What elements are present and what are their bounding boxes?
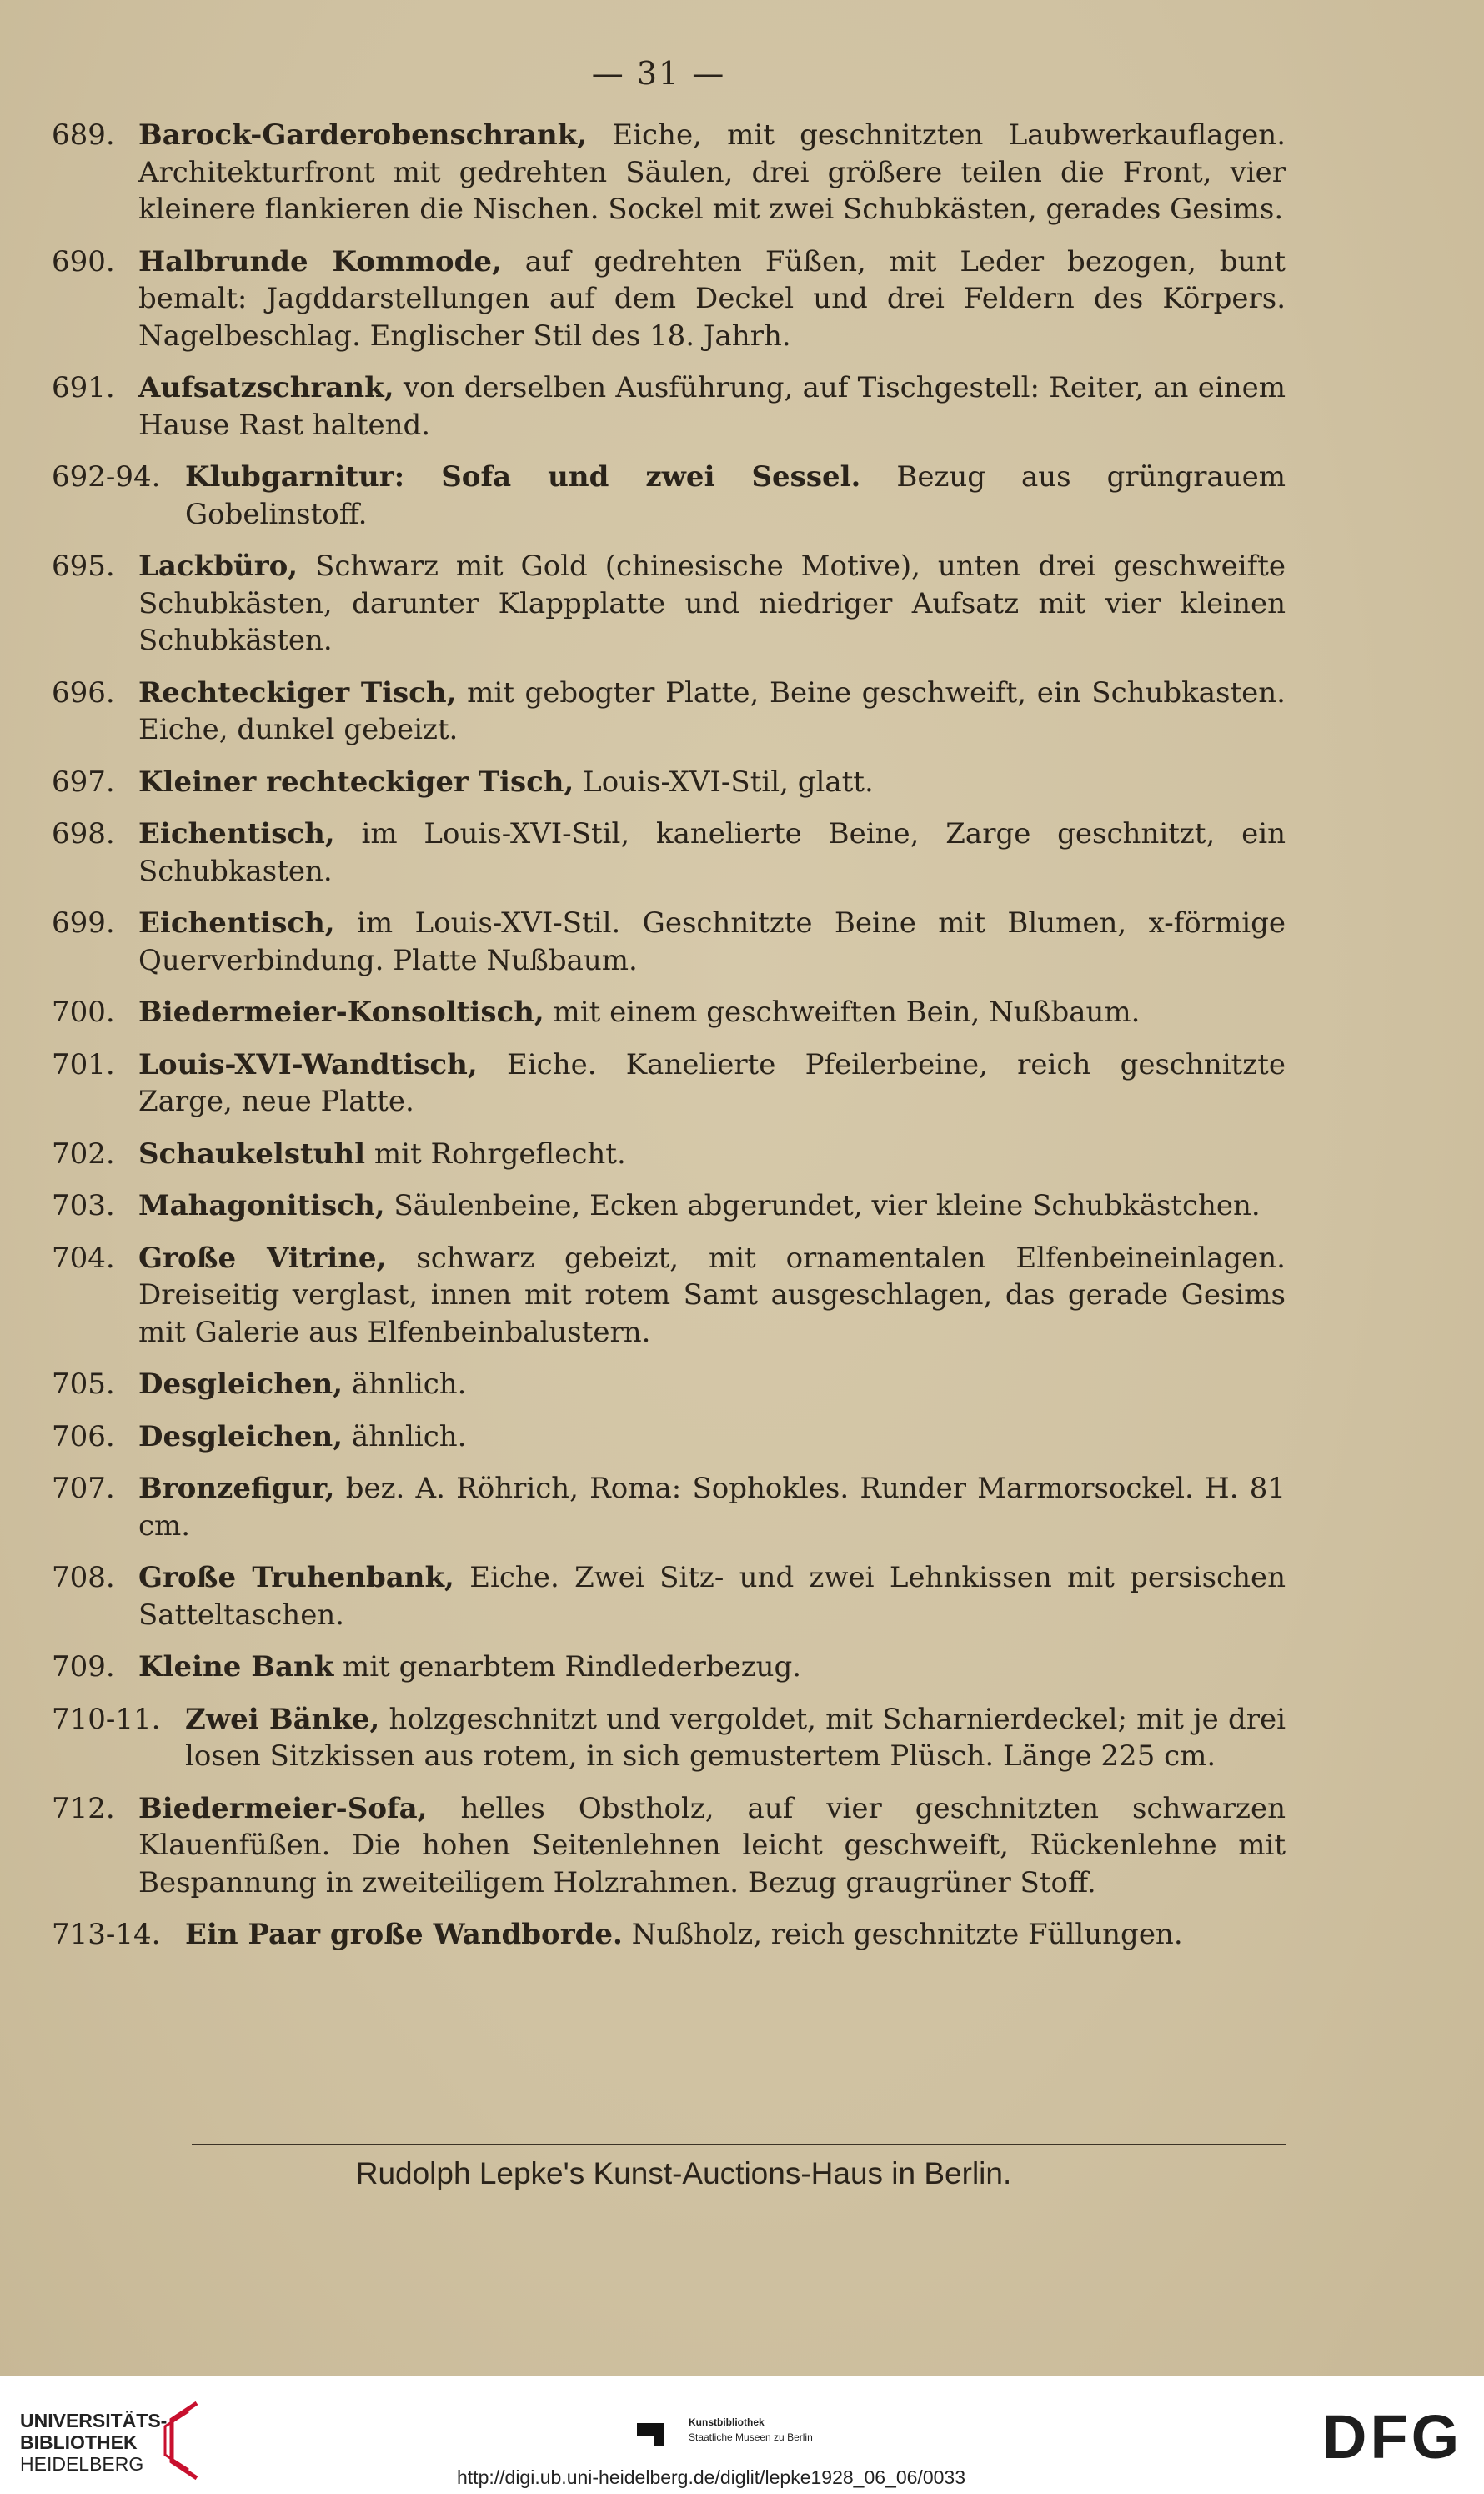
entry-title: Klubgarnitur: Sofa und zwei Sessel. <box>185 460 861 494</box>
digitization-bar <box>0 2376 1484 2494</box>
entry-number: 696. <box>52 675 115 710</box>
ub-line1: UNIVERSITÄTS- <box>20 2410 168 2431</box>
ub-heidelberg-label[interactable] <box>20 2410 167 2475</box>
entry-description: holzgeschnitzt und vergoldet, mit Scharnierdeckel; mit je drei losen Sitzkissen aus rotem, in sich gemustertem Plüsch. Länge 225 cm. <box>185 1702 1286 1773</box>
catalog-entry <box>52 1790 1286 1902</box>
entry-description: Eiche. Zwei Sitz- und zwei Lehnkissen mit persischen Satteltaschen. <box>138 1561 1286 1632</box>
entry-title: Desgleichen, <box>138 1419 343 1453</box>
entry-title: Biedermeier-Sofa, <box>138 1791 428 1825</box>
entry-number: 695. <box>52 549 115 583</box>
entry-title: Louis-XVI-Wandtisch, <box>138 1047 478 1081</box>
entry-number: 710-11. <box>52 1702 161 1736</box>
catalog-entry <box>52 459 1286 533</box>
entry-title: Große Vitrine, <box>138 1241 387 1275</box>
entry-number: 691. <box>52 371 115 404</box>
entry-title: Schaukelstuhl <box>138 1137 366 1171</box>
catalog-entry <box>52 369 1286 444</box>
entry-description: ähnlich. <box>343 1367 467 1401</box>
entry-description: auf gedrehten Füßen, mit Leder bezogen, bunt bemalt: Jagddarstellungen auf dem Deckel und drei Feldern des Körpers. Nagelbeschlag. Englischer Stil des 18. Jahrh. <box>138 244 1286 353</box>
catalog-entry <box>52 1366 1286 1403</box>
kunstbibliothek-label[interactable] <box>689 2415 813 2445</box>
entry-description: Eiche. Kanelierte Pfeilerbeine, reich geschnitzte Zarge, neue Platte. <box>138 1047 1286 1118</box>
entry-description: mit einem geschweiften Bein, Nußbaum. <box>544 996 1141 1029</box>
kunstbibliothek-logo-icon <box>634 2418 667 2451</box>
catalog-entry <box>52 1470 1286 1544</box>
kb-title: Kunstbibliothek <box>689 2416 765 2428</box>
entry-number: 706. <box>52 1419 115 1453</box>
page-number: — 31 — <box>591 55 726 92</box>
entry-description: ähnlich. <box>343 1419 467 1453</box>
catalog-entry <box>52 815 1286 890</box>
entry-title: Rechteckiger Tisch, <box>138 675 457 710</box>
entry-number: 709. <box>52 1650 115 1684</box>
entry-title: Eichentisch, <box>138 817 335 851</box>
ub-line3: HEIDELBERG <box>20 2453 144 2475</box>
entry-number: 701. <box>52 1047 115 1081</box>
entry-description: Eiche, mit geschnitzten Laubwerkauflagen. Architekturfront mit gedrehten Säulen, drei größere teilen die Front, vier kleinere flankieren die Nischen. Sockel mit zwei Schubkästen, gerades Gesims. <box>138 118 1286 226</box>
entry-title: Mahagonitisch, <box>138 1189 385 1222</box>
entry-description: mit genarbtem Rindlederbezug. <box>333 1650 802 1684</box>
entry-title: Große Truhenbank, <box>138 1561 454 1594</box>
entry-description: im Louis-XVI-Stil, kanelierte Beine, Zarge geschnitzt, ein Schubkasten. <box>138 817 1286 888</box>
entry-description: Nußholz, reich geschnitzte Füllungen. <box>622 1918 1183 1951</box>
catalog-entry <box>52 1559 1286 1633</box>
entry-description: helles Obstholz, auf vier geschnitzten schwarzen Klauenfüßen. Die hohen Seitenlehnen leicht geschweift, Rückenlehne mit Bespannung in zweiteiligem Holzrahmen. Bezug graugrüner Stoff. <box>138 1791 1286 1899</box>
catalog-entries <box>52 117 1286 1969</box>
entry-number: 708. <box>52 1561 115 1594</box>
catalog-entry <box>52 1701 1286 1775</box>
entry-number: 699. <box>52 906 115 940</box>
entry-number: 705. <box>52 1367 115 1401</box>
entry-title: Barock-Garderobenschrank, <box>138 118 588 152</box>
catalog-entry <box>52 905 1286 979</box>
catalog-entry <box>52 1046 1286 1121</box>
catalog-entry <box>52 1916 1286 1954</box>
entry-title: Kleiner rechteckiger Tisch, <box>138 765 574 799</box>
entry-title: Halbrunde Kommode, <box>138 244 502 279</box>
catalog-entry <box>52 243 1286 355</box>
entry-number: 697. <box>52 765 115 799</box>
catalog-entry <box>52 548 1286 660</box>
entry-title: Eichentisch, <box>138 906 335 940</box>
catalog-entry <box>52 1240 1286 1352</box>
entry-number: 689. <box>52 118 115 152</box>
entry-number: 712. <box>52 1791 115 1825</box>
dfg-logo[interactable]: DFG <box>1322 2402 1463 2471</box>
entry-description: mit gebogter Platte, Beine geschweift, ein Schubkasten. Eiche, dunkel gebeizt. <box>138 675 1286 746</box>
entry-description: bez. A. Röhrich, Roma: Sophokles. Runder Marmorsockel. H. 81 cm. <box>138 1472 1286 1543</box>
publisher-footer <box>0 2156 1484 2191</box>
entry-number: 700. <box>52 996 115 1029</box>
entry-description: von derselben Ausführung, auf Tischgestell: Reiter, an einem Hause Rast haltend. <box>138 371 1286 442</box>
entry-title: Lackbüro, <box>138 549 298 583</box>
footer-rule <box>192 2144 1286 2145</box>
catalog-entry <box>52 1136 1286 1173</box>
entry-description: schwarz gebeizt, mit ornamentalen Elfenbeineinlagen. Dreiseitig verglast, innen mit rotem Samt ausgeschlagen, das gerade Gesims mit Galerie aus Elfenbeinbalustern. <box>138 1241 1286 1349</box>
ub-line2: BIBLIOTHEK <box>20 2431 138 2453</box>
catalog-entry <box>52 1418 1286 1456</box>
entry-description: Louis-XVI-Stil, glatt. <box>574 765 874 799</box>
catalog-entry <box>52 117 1286 228</box>
entry-number: 702. <box>52 1137 115 1171</box>
entry-description: Schwarz mit Gold (chinesische Motive), unten drei geschweifte Schubkästen, darunter Klappplatte und niedriger Aufsatz mit vier kleinen Schubkästen. <box>138 549 1286 657</box>
entry-number: 713-14. <box>52 1918 161 1951</box>
publisher-text: Rudolph Lepke's Kunst-Auctions-Haus in Berlin. <box>355 2156 1012 2190</box>
catalog-entry <box>52 1187 1286 1225</box>
entry-title: Kleine Bank <box>138 1650 334 1684</box>
entry-number: 692-94. <box>52 460 161 494</box>
catalog-entry <box>52 994 1286 1031</box>
entry-description: mit Rohrgeflecht. <box>365 1137 626 1171</box>
catalog-entry <box>52 764 1286 801</box>
entry-title: Bronzefigur, <box>138 1472 335 1505</box>
entry-title: Ein Paar große Wandborde. <box>185 1918 623 1951</box>
entry-title: Zwei Bänke, <box>185 1702 380 1736</box>
entry-number: 704. <box>52 1241 115 1275</box>
catalog-entry <box>52 675 1286 749</box>
entry-description: Bezug aus grüngrauem Gobelinstoff. <box>185 460 1286 531</box>
entry-title: Desgleichen, <box>138 1367 343 1401</box>
entry-description: im Louis-XVI-Stil. Geschnitzte Beine mit Blumen, x-förmige Querverbindung. Platte Nußbaum. <box>138 906 1286 977</box>
entry-number: 698. <box>52 817 115 851</box>
permalink-url[interactable]: http://digi.ub.uni-heidelberg.de/diglit/lepke1928_06_06/0033 <box>457 2466 965 2488</box>
entry-description: Säulenbeine, Ecken abgerundet, vier kleine Schubkästchen. <box>384 1189 1261 1222</box>
catalog-entry <box>52 1648 1286 1686</box>
ub-logo-icon <box>155 2395 205 2486</box>
kb-subtitle: Staatliche Museen zu Berlin <box>689 2431 813 2443</box>
entry-number: 707. <box>52 1472 115 1505</box>
entry-number: 690. <box>52 244 115 279</box>
entry-number: 703. <box>52 1189 115 1222</box>
entry-title: Biedermeier-Konsoltisch, <box>138 996 544 1029</box>
entry-title: Aufsatzschrank, <box>138 371 394 404</box>
